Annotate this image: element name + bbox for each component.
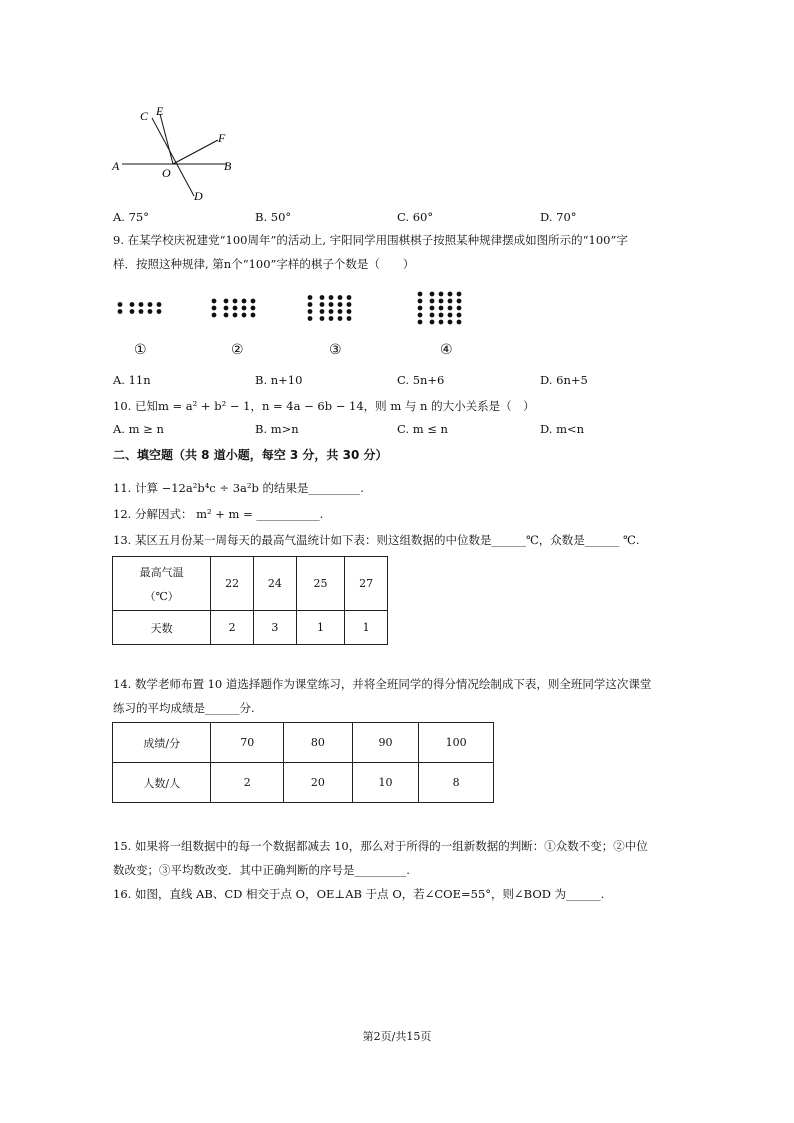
table-header-cell: 天数 bbox=[113, 611, 211, 645]
q12-text: 12. 分解因式： m² + m = ___________. bbox=[113, 507, 324, 521]
stone-dot bbox=[439, 320, 444, 325]
section-heading: 二、填空题（共 8 道小题，每空 3 分，共 30 分） bbox=[113, 448, 388, 462]
stone-dot bbox=[242, 299, 247, 304]
table-cell: 90 bbox=[352, 723, 419, 763]
stone-dot bbox=[233, 306, 238, 311]
stone-dot bbox=[430, 299, 435, 304]
stone-dot bbox=[439, 306, 444, 311]
dot-pattern-figures bbox=[110, 278, 490, 336]
stone-dot bbox=[448, 313, 453, 318]
stone-dot bbox=[418, 320, 423, 325]
table-cell: 3 bbox=[253, 611, 296, 645]
stone-dot bbox=[439, 292, 444, 297]
stone-dot bbox=[148, 309, 153, 314]
stone-dot bbox=[418, 313, 423, 318]
stone-dot bbox=[130, 309, 135, 314]
stone-dot bbox=[308, 309, 313, 314]
stone-dot bbox=[448, 299, 453, 304]
score-table bbox=[112, 722, 494, 803]
table-header-cell: 成绩/分 bbox=[113, 723, 211, 763]
stone-dot bbox=[233, 313, 238, 318]
table-header-cell bbox=[113, 557, 211, 611]
stone-dot bbox=[430, 313, 435, 318]
stone-dot bbox=[347, 295, 352, 300]
stone-dot bbox=[329, 302, 334, 307]
temperature-unit: （℃） bbox=[144, 589, 179, 603]
figure-label-1: ① bbox=[134, 342, 147, 358]
stone-dot bbox=[338, 316, 343, 321]
stone-dot bbox=[320, 295, 325, 300]
stone-dot bbox=[139, 309, 144, 314]
stone-dot bbox=[430, 306, 435, 311]
table-cell: 10 bbox=[352, 763, 419, 803]
label-o: O bbox=[162, 166, 171, 180]
q10-option-b: B. m>n bbox=[255, 422, 299, 436]
label-d: D bbox=[194, 189, 203, 203]
q8-option-c: C. 60° bbox=[397, 210, 434, 224]
stone-dot bbox=[457, 306, 462, 311]
table-cell: 80 bbox=[284, 723, 353, 763]
stone-dot bbox=[242, 306, 247, 311]
stone-dot bbox=[224, 299, 229, 304]
q14-text-line2: 练习的平均成绩是______分. bbox=[113, 701, 255, 715]
q10-option-c: C. m ≤ n bbox=[397, 422, 448, 436]
stone-dot bbox=[439, 299, 444, 304]
temperature-table bbox=[112, 556, 388, 645]
ray-oe bbox=[160, 114, 173, 164]
stone-dot bbox=[418, 299, 423, 304]
q9-option-a: A. 11n bbox=[113, 373, 151, 387]
table-cell: 100 bbox=[419, 723, 494, 763]
stone-dot bbox=[457, 313, 462, 318]
q9-option-c: C. 5n+6 bbox=[397, 373, 445, 387]
q9-option-b: B. n+10 bbox=[255, 373, 303, 387]
ray-oc-od bbox=[152, 118, 194, 196]
q10-option-a: A. m ≥ n bbox=[113, 422, 164, 436]
q15-text-line1: 15. 如果将一组数据中的每一个数据都减去 10，那么对于所得的一组新数据的判断：①众数不变；②中位 bbox=[113, 839, 648, 853]
stone-dot bbox=[338, 295, 343, 300]
stone-dot bbox=[212, 313, 217, 318]
stone-dot bbox=[251, 299, 256, 304]
q10-text: 10. 已知m = a² + b² − 1，n = 4a − 6b − 14，则 m 与 n 的大小关系是（ ） bbox=[113, 399, 535, 413]
stone-dot bbox=[430, 320, 435, 325]
stone-dot bbox=[157, 302, 162, 307]
stone-dot bbox=[439, 313, 444, 318]
stone-dot bbox=[118, 309, 123, 314]
stone-dot bbox=[130, 302, 135, 307]
table-cell: 2 bbox=[211, 611, 254, 645]
stone-dot bbox=[418, 306, 423, 311]
page-footer: 第2页/共15页 bbox=[362, 1030, 432, 1043]
stone-dot bbox=[418, 292, 423, 297]
stone-dot bbox=[224, 306, 229, 311]
stone-dot bbox=[448, 320, 453, 325]
table-cell: 2 bbox=[211, 763, 284, 803]
temperature-label: 最高气温 bbox=[139, 565, 184, 579]
stone-dot bbox=[457, 292, 462, 297]
table-cell: 8 bbox=[419, 763, 494, 803]
stone-dot bbox=[251, 313, 256, 318]
label-a: A bbox=[112, 159, 120, 173]
table-cell: 27 bbox=[345, 557, 388, 611]
stone-dot bbox=[118, 302, 123, 307]
label-f: F bbox=[218, 131, 226, 145]
q13-text: 13. 某区五月份某一周每天的最高气温统计如下表：则这组数据的中位数是______℃，众数是______ ℃. bbox=[113, 533, 640, 547]
table-cell: 24 bbox=[253, 557, 296, 611]
q8-option-b: B. 50° bbox=[255, 210, 292, 224]
table-cell: 20 bbox=[284, 763, 353, 803]
label-b: B bbox=[224, 159, 232, 173]
table-cell: 70 bbox=[211, 723, 284, 763]
stone-dot bbox=[308, 302, 313, 307]
q16-text: 16. 如图，直线 AB、CD 相交于点 O，OE⊥AB 于点 O，若∠COE=55°，则∠BOD 为______. bbox=[113, 887, 605, 901]
stone-dot bbox=[329, 309, 334, 314]
stone-dot bbox=[347, 309, 352, 314]
stone-dot bbox=[251, 306, 256, 311]
q11-text: 11. 计算 −12a²b⁴c ÷ 3a²b 的结果是_________. bbox=[113, 481, 364, 495]
stone-dot bbox=[320, 316, 325, 321]
q8-option-a: A. 75° bbox=[113, 210, 149, 224]
stone-dot bbox=[347, 316, 352, 321]
stone-dot bbox=[212, 306, 217, 311]
table-cell: 1 bbox=[296, 611, 345, 645]
stone-dot bbox=[457, 299, 462, 304]
stone-dot bbox=[148, 302, 153, 307]
stone-dot bbox=[233, 299, 238, 304]
ray-of bbox=[173, 140, 218, 164]
stone-dot bbox=[338, 309, 343, 314]
angle-figure bbox=[108, 100, 248, 205]
stone-dot bbox=[448, 306, 453, 311]
stone-dot bbox=[157, 309, 162, 314]
stone-dot bbox=[338, 302, 343, 307]
q8-option-d: D. 70° bbox=[540, 210, 577, 224]
stone-dot bbox=[308, 295, 313, 300]
q9-text-line1: 9. 在某学校庆祝建党“100周年”的活动上, 宇阳同学用围棋棋子按照某种规律摆成如图所示的“100”字 bbox=[113, 233, 628, 247]
q10-option-d: D. m<n bbox=[540, 422, 585, 436]
q14-text-line1: 14. 数学老师布置 10 道选择题作为课堂练习，并将全班同学的得分情况绘制成下表，则全班同学这次课堂 bbox=[113, 677, 652, 691]
q15-text-line2: 数改变；③平均数改变．其中正确判断的序号是_________. bbox=[113, 863, 410, 877]
q9-option-d: D. 6n+5 bbox=[540, 373, 588, 387]
stone-dot bbox=[320, 302, 325, 307]
label-e: E bbox=[156, 104, 164, 118]
stone-dot bbox=[320, 309, 325, 314]
stone-dot bbox=[308, 316, 313, 321]
table-cell: 1 bbox=[345, 611, 388, 645]
stone-dot bbox=[347, 302, 352, 307]
stone-dot bbox=[448, 292, 453, 297]
stone-dot bbox=[329, 295, 334, 300]
q9-text-line2: 样．按照这种规律, 第n个“100”字样的棋子个数是（ ） bbox=[113, 257, 415, 271]
table-header-cell: 人数/人 bbox=[113, 763, 211, 803]
figure-label-4: ④ bbox=[440, 342, 453, 358]
stone-dot bbox=[242, 313, 247, 318]
stone-dot bbox=[430, 292, 435, 297]
stone-dot bbox=[329, 316, 334, 321]
label-c: C bbox=[140, 109, 149, 123]
figure-label-2: ② bbox=[231, 342, 244, 358]
stone-dot bbox=[212, 299, 217, 304]
stone-dot bbox=[457, 320, 462, 325]
table-cell: 22 bbox=[211, 557, 254, 611]
stone-dot bbox=[224, 313, 229, 318]
table-cell: 25 bbox=[296, 557, 345, 611]
stone-dot bbox=[139, 302, 144, 307]
figure-label-3: ③ bbox=[329, 342, 342, 358]
